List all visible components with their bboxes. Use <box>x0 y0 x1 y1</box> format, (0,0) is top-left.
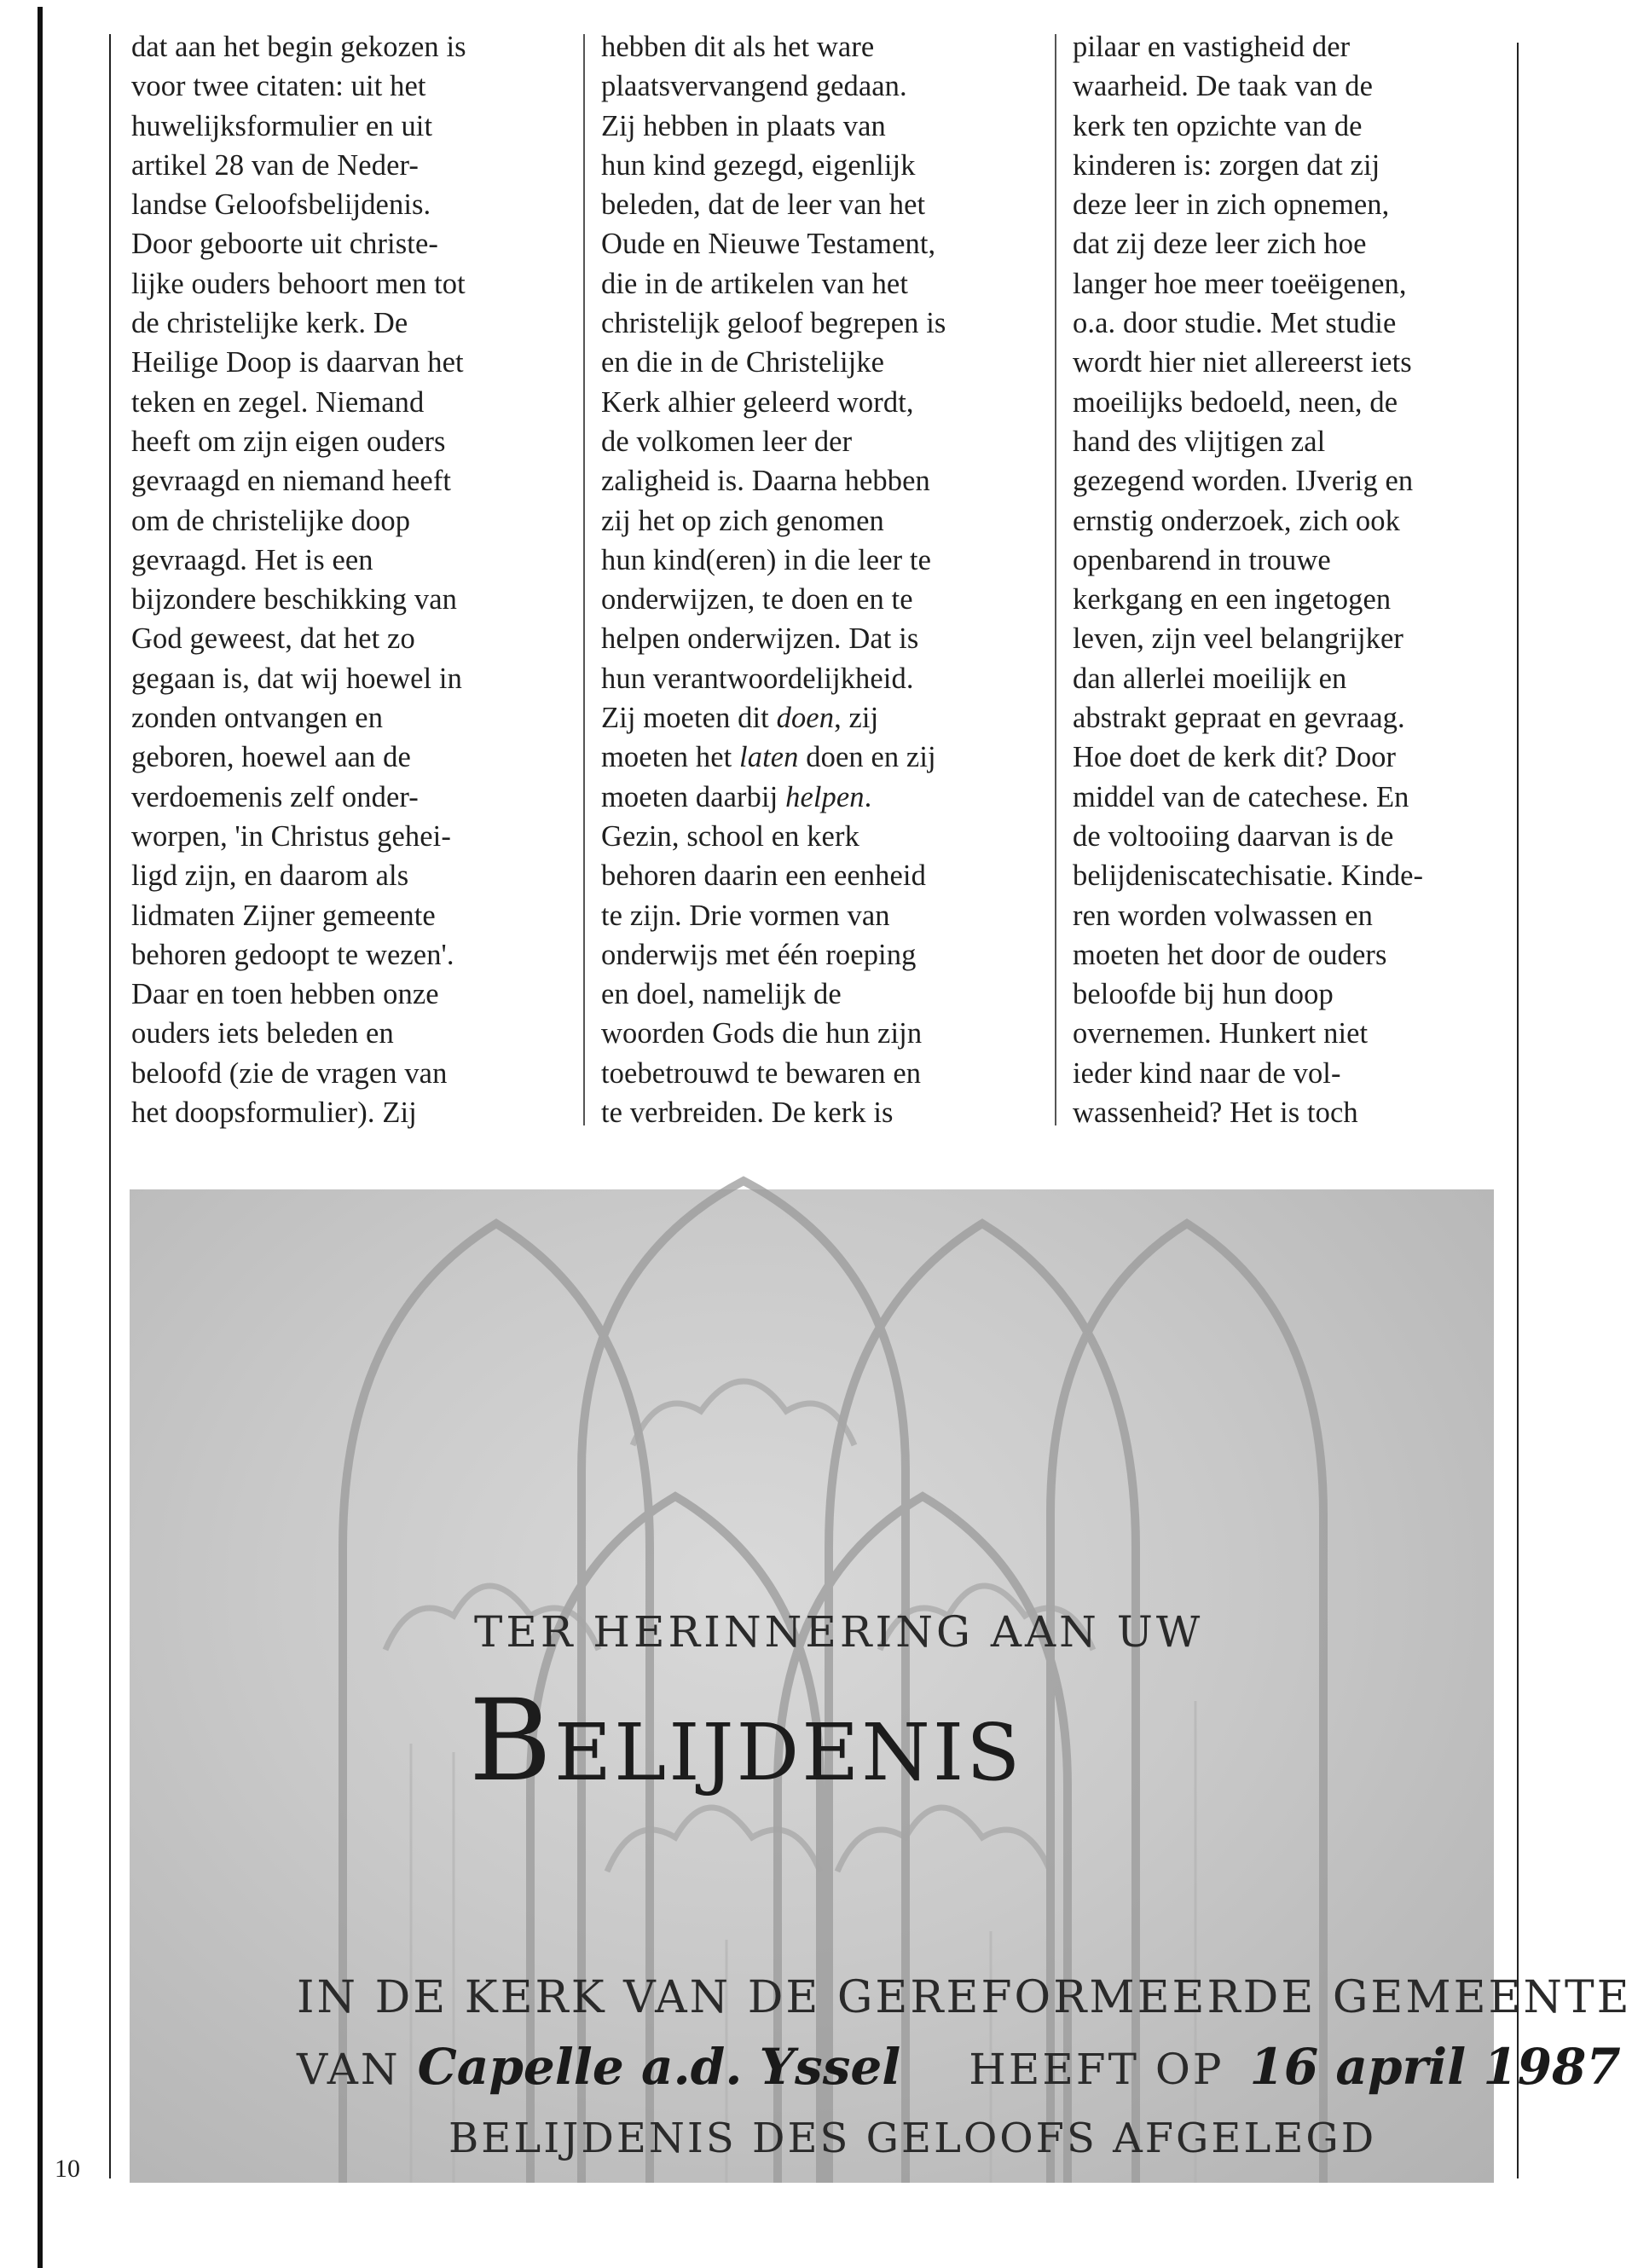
text-line: moeten het door de ouders <box>1073 938 1387 971</box>
belijdenis-certificate-photo <box>130 1189 1632 2183</box>
text-line: gevraagd. Het is een <box>131 543 373 576</box>
text-line: worpen, 'in Christus gehei- <box>131 819 451 853</box>
card-heeft-op-label: HEEFT OP <box>969 2045 1224 2094</box>
text-line: abstrakt gepraat en gevraag. <box>1073 702 1405 735</box>
card-place-date-row <box>297 2038 1621 2096</box>
text-line: christelijk geloof begrepen is <box>601 307 946 340</box>
text-span: moeten daarbij <box>601 780 786 813</box>
text-line: moeilijks bedoeld, neen, de <box>1073 385 1398 419</box>
text-line: zonden ontvangen en <box>131 702 384 735</box>
text-line: te zijn. Drie vormen van <box>601 899 890 932</box>
text-line: wordt hier niet allereerst iets <box>1073 346 1412 379</box>
card-date-handwritten: 16 april 1987 <box>1249 2038 1621 2096</box>
page-number: 10 <box>55 2155 80 2183</box>
text-span: . <box>864 780 872 813</box>
left-margin-rule <box>109 34 111 2178</box>
text-line: Zij hebben in plaats van <box>601 109 886 142</box>
text-line: behoren gedoopt te wezen'. <box>131 938 454 971</box>
text-line: hun verantwoordelijkheid. <box>601 662 914 695</box>
text-line: artikel 28 van de Neder- <box>131 148 419 182</box>
text-line: de volkomen leer der <box>601 425 853 458</box>
card-top-line: TER HERINNERING AAN UW <box>474 1607 1204 1657</box>
text-line: hun kind(eren) in die leer te <box>601 543 932 576</box>
text-line: woorden Gods die hun zijn <box>601 1017 923 1050</box>
text-line: langer hoe meer toeëigenen, <box>1073 267 1407 300</box>
card-bottom-line: BELIJDENIS DES GELOOFS AFGELEGD <box>449 2115 1377 2162</box>
text-line: openbarend in trouwe <box>1073 543 1331 576</box>
text-line-italic-doen <box>601 698 1045 738</box>
card-van-label: VAN <box>297 2045 401 2094</box>
text-line: gezegend worden. IJverig en <box>1073 465 1414 498</box>
emphasis-word: helpen <box>785 780 865 813</box>
text-line: kerkgang en een ingetogen <box>1073 583 1392 616</box>
card-title: Belijdenis <box>469 1675 1023 1807</box>
text-line: ieder kind naar de vol- <box>1073 1056 1341 1090</box>
column-divider-2 <box>1055 34 1056 1125</box>
text-line: Daar en toen hebben onze <box>131 978 439 1011</box>
text-line: ernstig onderzoek, zich ook <box>1073 504 1400 537</box>
text-line: waarheid. De taak van de <box>1073 70 1374 103</box>
text-span: , zij <box>834 702 879 735</box>
column-divider-1 <box>583 34 585 1125</box>
text-line: lidmaten Zijner gemeente <box>131 899 436 932</box>
text-line: Heilige Doop is daarvan het <box>131 346 464 379</box>
text-line: de christelijke kerk. De <box>131 307 408 340</box>
text-line: hebben dit als het ware <box>601 31 875 63</box>
text-line: beloofd (zie de vragen van <box>131 1056 448 1090</box>
text-line: deze leer in zich opnemen, <box>1073 188 1390 222</box>
text-line: Oude en Nieuwe Testament, <box>601 228 936 261</box>
text-line: lijke ouders behoort men tot <box>131 267 466 300</box>
text-line: helpen onderwijzen. Dat is <box>601 622 919 656</box>
text-line: ouders iets beleden en <box>131 1017 394 1050</box>
card-place-handwritten: Capelle a.d. Yssel <box>417 2038 901 2096</box>
text-line: om de christelijke doop <box>131 504 411 537</box>
text-line: ligd zijn, en daarom als <box>131 859 409 893</box>
text-line: middel van de catechese. En <box>1073 780 1409 813</box>
text-span: moeten het <box>601 741 740 774</box>
text-line: teken en zegel. Niemand <box>131 385 425 419</box>
text-line: o.a. door studie. Met studie <box>1073 307 1397 340</box>
text-line: landse Geloofsbelijdenis. <box>131 188 431 222</box>
page-edge-bar <box>38 7 43 2268</box>
text-line: onderwijzen, te doen en te <box>601 583 913 616</box>
card-church-line: IN DE KERK VAN DE GEREFORMEERDE GEMEENTE <box>297 1972 1632 2023</box>
text-line: beloofde bij hun doop <box>1073 978 1334 1011</box>
text-line: gegaan is, dat wij hoewel in <box>131 662 462 695</box>
text-line: God geweest, dat het zo <box>131 622 415 656</box>
text-span: Zij moeten dit <box>601 702 777 735</box>
text-line: het doopsformulier). Zij <box>131 1096 417 1130</box>
text-line: behoren daarin een eenheid <box>601 859 926 893</box>
text-line-italic-helpen <box>601 778 1045 817</box>
text-line: gevraagd en niemand heeft <box>131 465 452 498</box>
text-line: verdoemenis zelf onder- <box>131 780 419 813</box>
text-line: bijzondere beschikking van <box>131 583 457 616</box>
text-line: en doel, namelijk de <box>601 978 842 1011</box>
emphasis-word: doen <box>776 702 835 735</box>
text-line: hun kind gezegd, eigenlijk <box>601 148 916 182</box>
text-line: geboren, hoewel aan de <box>131 741 411 774</box>
text-line: te verbreiden. De kerk is <box>601 1096 894 1130</box>
text-line: de voltooiing daarvan is de <box>1073 819 1394 853</box>
text-line: leven, zijn veel belangrijker <box>1073 622 1403 656</box>
text-line: overnemen. Hunkert niet <box>1073 1017 1369 1050</box>
text-line: hand des vlijtigen zal <box>1073 425 1326 458</box>
text-column-3 <box>1073 27 1516 1132</box>
text-line: heeft om zijn eigen ouders <box>131 425 446 458</box>
text-line-italic-laten <box>601 738 1045 777</box>
text-line: en die in de Christelijke <box>601 346 885 379</box>
text-line: zij het op zich genomen <box>601 504 884 537</box>
text-line: ren worden volwassen en <box>1073 899 1373 932</box>
text-column-1 <box>131 27 575 1132</box>
text-line: dat zij deze leer zich hoe <box>1073 228 1367 261</box>
text-line: dan allerlei moeilijk en <box>1073 662 1347 695</box>
text-line: Kerk alhier geleerd wordt, <box>601 385 914 419</box>
text-line: kinderen is: zorgen dat zij <box>1073 148 1380 182</box>
text-line: kerk ten opzichte van de <box>1073 109 1363 142</box>
text-line: Door geboorte uit christe- <box>131 228 438 261</box>
text-line: Gezin, school en kerk <box>601 819 859 853</box>
text-line: die in de artikelen van het <box>601 267 909 300</box>
text-span: doen en zij <box>798 741 936 774</box>
text-column-2 <box>601 27 1045 1132</box>
text-line: dat aan het begin gekozen is <box>131 31 466 63</box>
text-line: voor twee citaten: uit het <box>131 70 426 103</box>
text-line: Hoe doet de kerk dit? Door <box>1073 741 1397 774</box>
text-line: pilaar en vastigheid der <box>1073 31 1351 63</box>
text-line: zaligheid is. Daarna hebben <box>601 465 930 498</box>
text-line: plaatsvervangend gedaan. <box>601 70 907 103</box>
text-line: huwelijksformulier en uit <box>131 109 433 142</box>
right-margin-rule <box>1517 43 1519 2178</box>
text-line: belijdeniscatechisatie. Kinde- <box>1073 859 1424 893</box>
text-line: beleden, dat de leer van het <box>601 188 926 222</box>
emphasis-word: laten <box>739 741 799 774</box>
text-line: wassenheid? Het is toch <box>1073 1096 1358 1130</box>
text-line: toebetrouwd te bewaren en <box>601 1056 922 1090</box>
text-line: onderwijs met één roeping <box>601 938 917 971</box>
